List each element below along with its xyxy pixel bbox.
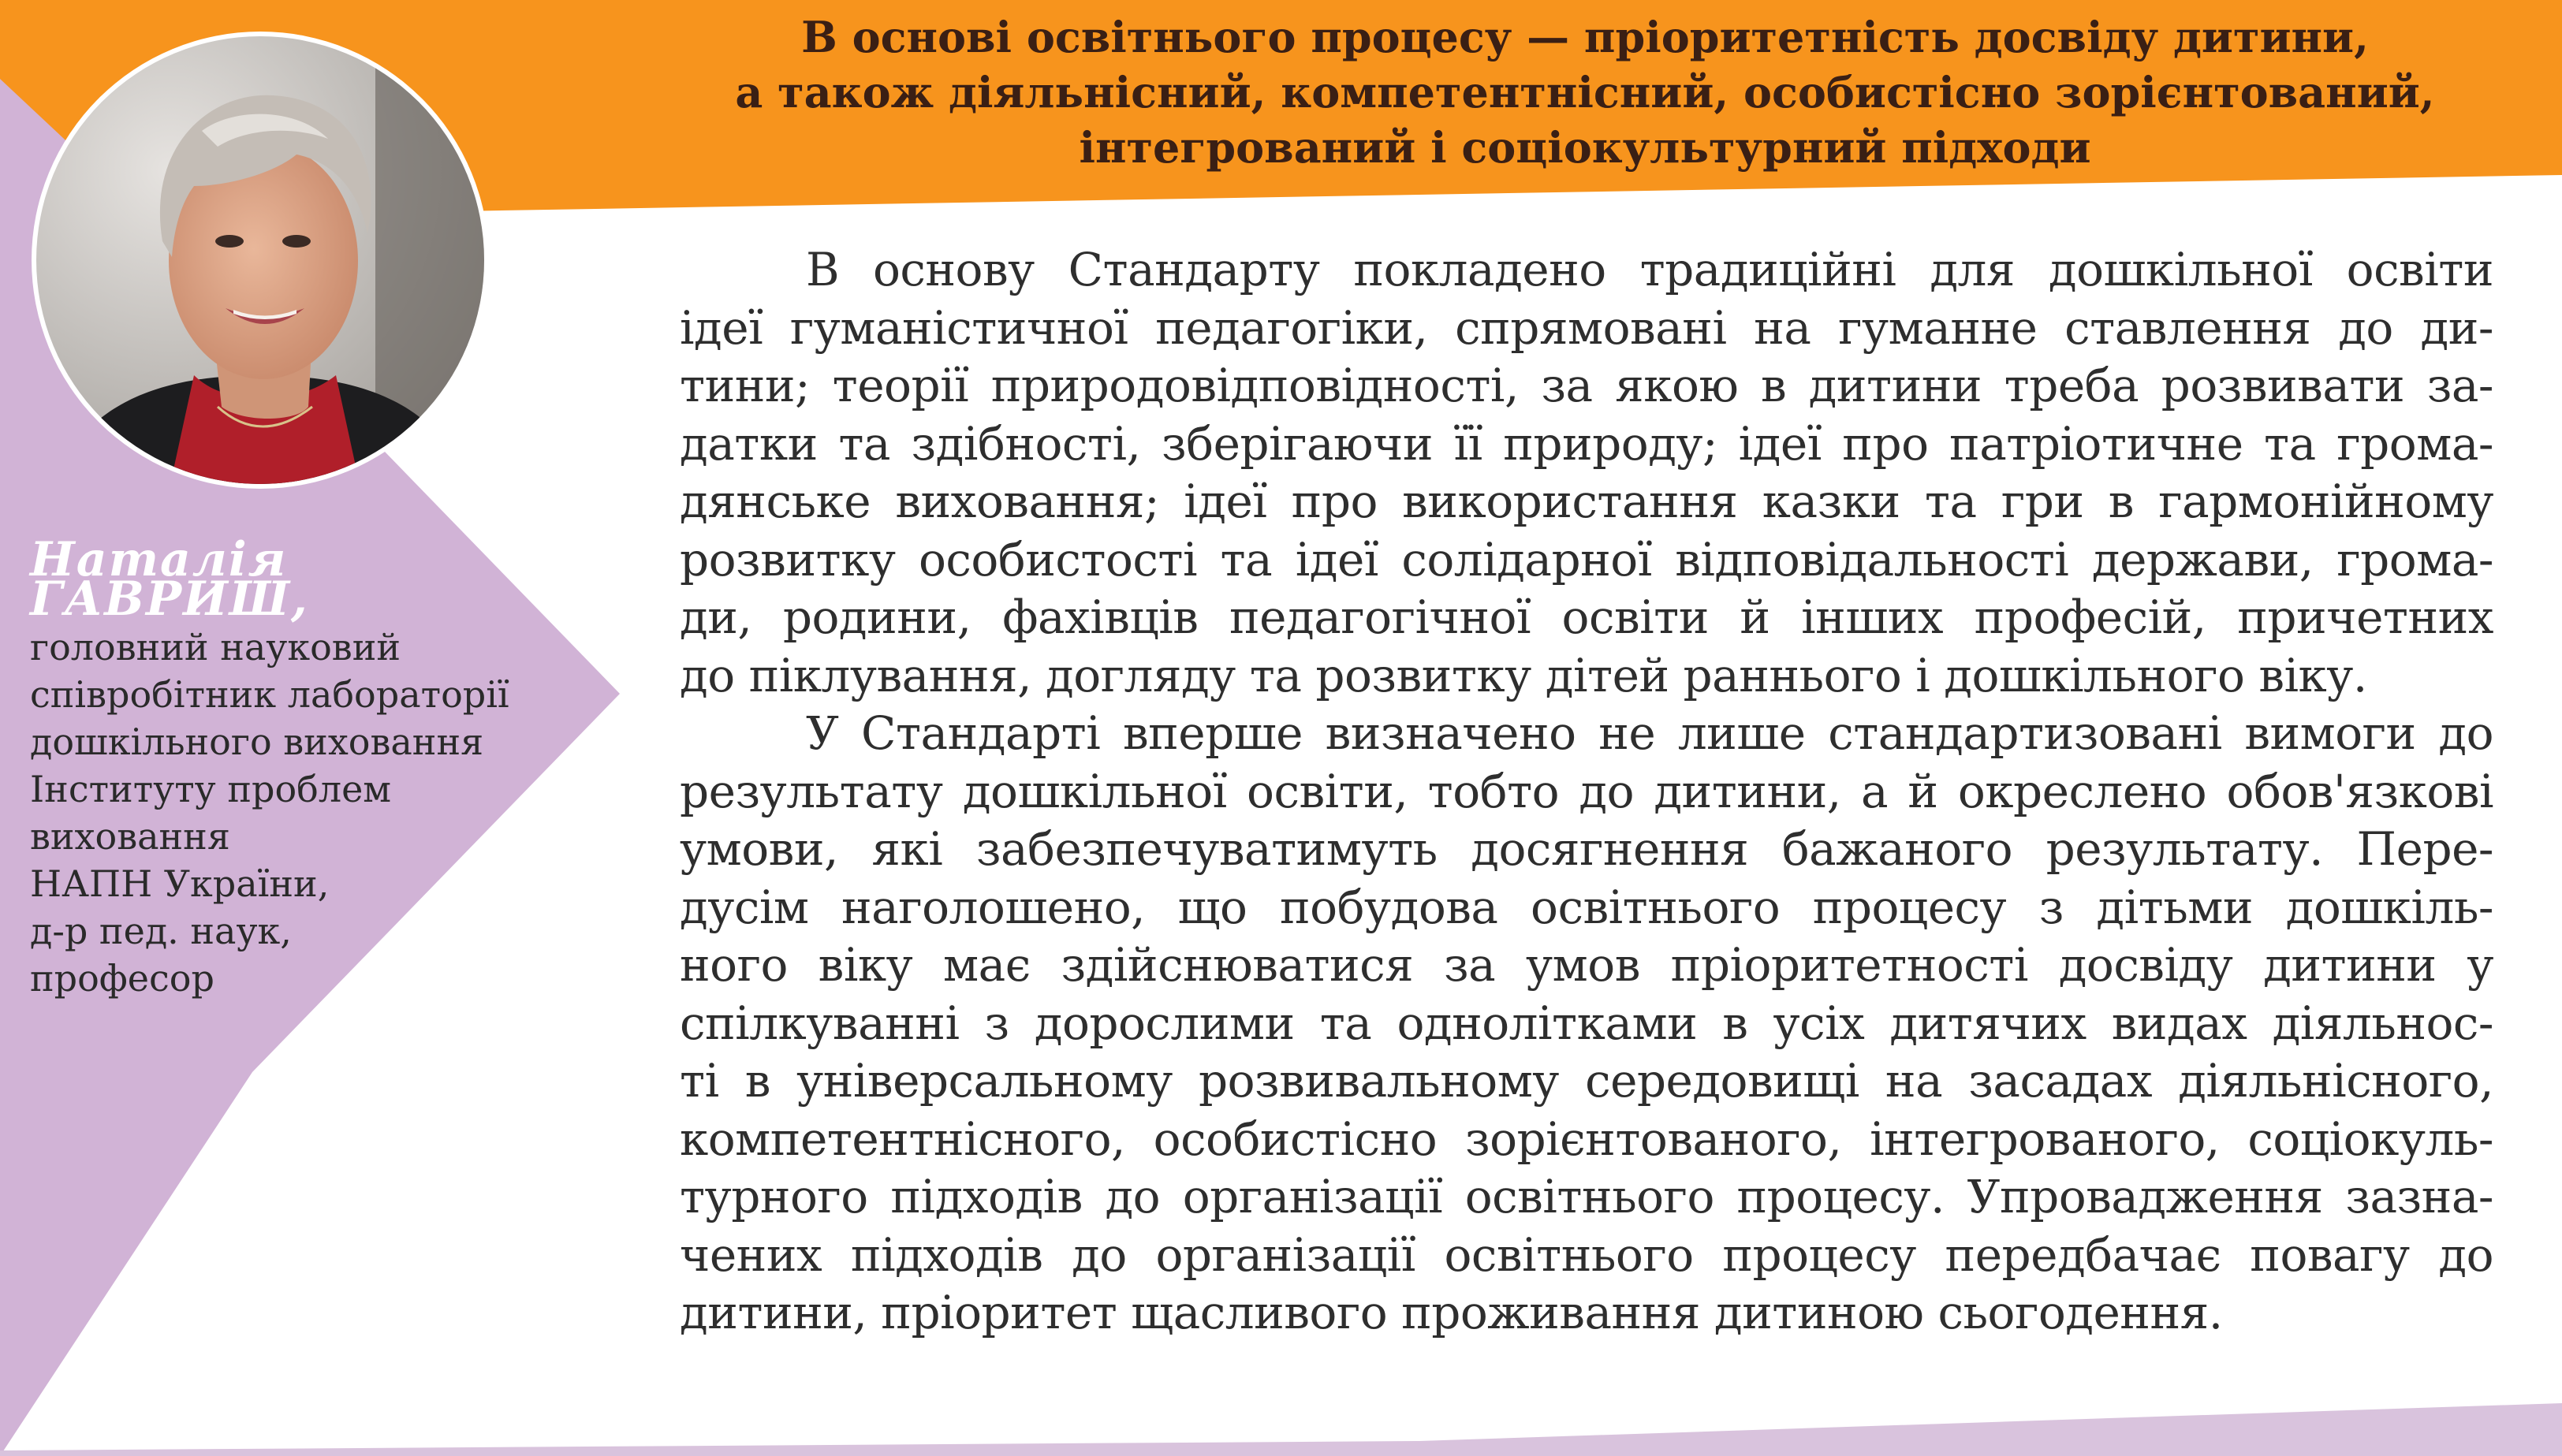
text-line: дитини, пріоритет щасливого проживання дитиною сьогодення. <box>680 1286 2223 1339</box>
text-line: результату дошкільної освіти, тобто до дитини, а й окреслено обов'язкові <box>680 764 2493 818</box>
text-line: чених підходів до організації освітнього процесу передбачає повагу до <box>680 1227 2493 1282</box>
paragraph-1 <box>680 241 2493 705</box>
text-line: умови, які забезпечуватимуть досягнення бажаного результату. Пере- <box>680 822 2493 876</box>
page-header <box>615 9 2555 175</box>
author-info <box>30 532 582 1002</box>
article-body <box>680 241 2493 1342</box>
author-role-line: співробітник лабораторії <box>30 673 509 716</box>
header-line-2: а також діяльнісний, компетентнісний, особистісно зорієнтований, <box>735 67 2435 117</box>
text-line: розвитку особистості та ідеї солідарної відповідальності держави, грома- <box>680 532 2493 586</box>
author-portrait <box>32 32 489 489</box>
paragraph-2 <box>680 705 2493 1342</box>
text-line: дянське виховання; ідеї про використання казки та гри в гармонійному <box>680 475 2493 528</box>
author-role-line: дошкільного виховання <box>30 721 484 763</box>
text-line: У Стандарті вперше визначено не лише стандартизовані вимоги до <box>806 706 2493 760</box>
text-line: ті в універсальному розвивальному середовищі на засадах діяльнісного, <box>680 1054 2493 1108</box>
header-line-1: В основі освітнього процесу — пріоритетність досвіду дитини, <box>801 12 2369 62</box>
author-last-name: ГАВРИШ, <box>30 572 309 627</box>
author-role-line: НАПН України, <box>30 862 330 905</box>
text-line: компетентнісного, особистісно зорієнтованого, інтегрованого, соціокуль- <box>680 1112 2493 1166</box>
author-role-line: головний науковий <box>30 626 401 668</box>
lilac-bottom-strip <box>0 1403 2562 1456</box>
text-line: ди, родини, фахівців педагогічної освіти й інших професій, причетних <box>680 590 2493 644</box>
author-role-line: професор <box>30 957 214 1000</box>
text-line: ного віку має здійснюватися за умов пріоритетності досвіду дитини у <box>680 938 2493 992</box>
text-line: тини; теорії природовідповідності, за якою в дитини треба розвивати за- <box>680 359 2493 412</box>
author-role-line: д-р пед. наук, <box>30 910 292 952</box>
author-role-line: Інституту проблем <box>30 768 392 810</box>
author-role-line: виховання <box>30 815 230 858</box>
text-line: В основу Стандарту покладено традиційні для дошкільної освіти <box>806 243 2493 296</box>
text-line: до піклування, догляду та розвитку дітей раннього і дошкільного віку. <box>680 648 2367 702</box>
text-line: турного підходів до організації освітнього процесу. Упровадження зазна- <box>680 1170 2493 1223</box>
text-line: датки та здібності, зберігаючи її природу; ідеї про патріотичне та грома- <box>680 416 2493 471</box>
text-line: спілкуванні з дорослими та однолітками в усіх дитячих видах діяльнос- <box>680 996 2493 1050</box>
author-role <box>30 624 582 1002</box>
author-first-name: Наталія <box>30 532 288 587</box>
text-line: дусім наголошено, що побудова освітнього процесу з дітьми дошкіль- <box>680 880 2493 934</box>
author-photo-icon <box>36 36 484 484</box>
text-line: ідеї гуманістичної педагогіки, спрямовані на гуманне ставлення до ди- <box>680 300 2493 355</box>
header-line-3: інтегрований і соціокультурний підходи <box>1079 122 2091 173</box>
